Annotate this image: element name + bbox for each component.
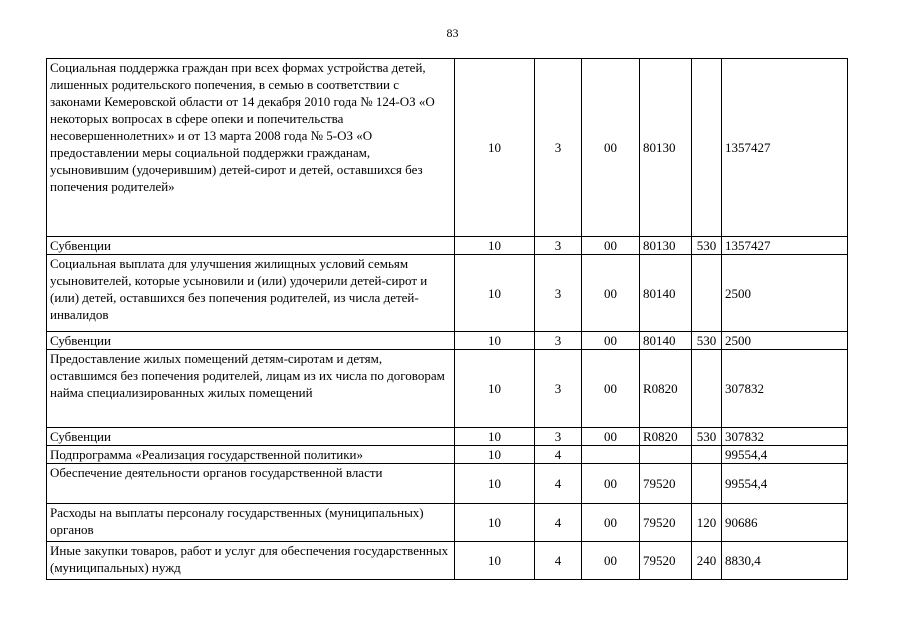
row-expense-type [692, 446, 722, 464]
row-code: 80130 [640, 237, 692, 255]
row-subsection: 4 [535, 464, 582, 504]
row-expense-type: 530 [692, 332, 722, 350]
row-name: Социальная поддержка граждан при всех формах устройства детей, лишенных родительского попечения, в семью в соответствии с законами Кемеровской области от 14 декабря 2010 года № 124-ОЗ «О некоторых вопросах в сфере опеки и попечительства несовершеннолетних» и от 13 марта 2008 года № 5-ОЗ «О предоставлении меры социальной поддержки гражданам, усыновившим (удочерившим) детей-сирот и детей, оставшихся без попечения родителей» [47, 59, 455, 237]
row-name: Социальная выплата для улучшения жилищных условий семьям усыновителей, которые усыновили и (или) удочерили детей-сирот и (или) детей, оставшихся без попечения родителей, из числа детей-инвалидов [47, 255, 455, 332]
table-row [47, 350, 848, 428]
row-code: 80140 [640, 255, 692, 332]
row-subsection: 3 [535, 255, 582, 332]
row-program: 00 [582, 332, 640, 350]
row-subsection: 4 [535, 542, 582, 580]
row-expense-type [692, 464, 722, 504]
table-row [47, 504, 848, 542]
row-amount: 2500 [722, 255, 848, 332]
table-row [47, 428, 848, 446]
table-row [47, 464, 848, 504]
row-subsection: 3 [535, 428, 582, 446]
budget-table [46, 58, 848, 580]
row-code: R0820 [640, 428, 692, 446]
row-section: 10 [455, 446, 535, 464]
row-name: Иные закупки товаров, работ и услуг для обеспечения государственных (муниципальных) нужд [47, 542, 455, 580]
row-name: Субвенции [47, 332, 455, 350]
row-amount: 8830,4 [722, 542, 848, 580]
row-program: 00 [582, 542, 640, 580]
row-amount: 2500 [722, 332, 848, 350]
row-program: 00 [582, 255, 640, 332]
row-expense-type [692, 350, 722, 428]
row-program: 00 [582, 59, 640, 237]
row-subsection: 4 [535, 446, 582, 464]
row-section: 10 [455, 504, 535, 542]
table-row [47, 59, 848, 237]
table-row [47, 446, 848, 464]
row-program: 00 [582, 464, 640, 504]
row-section: 10 [455, 464, 535, 504]
row-section: 10 [455, 332, 535, 350]
row-program: 00 [582, 504, 640, 542]
table-row [47, 542, 848, 580]
row-amount: 99554,4 [722, 464, 848, 504]
row-name: Расходы на выплаты персоналу государственных (муниципальных) органов [47, 504, 455, 542]
row-name: Предоставление жилых помещений детям-сиротам и детям, оставшимся без попечения родителей, лицам из их числа по договорам найма специализированных жилых помещений [47, 350, 455, 428]
row-program: 00 [582, 428, 640, 446]
row-expense-type: 240 [692, 542, 722, 580]
row-name: Подпрограмма «Реализация государственной политики» [47, 446, 455, 464]
row-code: 79520 [640, 542, 692, 580]
row-section: 10 [455, 255, 535, 332]
row-code [640, 446, 692, 464]
row-amount: 99554,4 [722, 446, 848, 464]
row-amount: 1357427 [722, 59, 848, 237]
row-code: 80140 [640, 332, 692, 350]
row-program: 00 [582, 237, 640, 255]
row-subsection: 3 [535, 350, 582, 428]
row-expense-type: 120 [692, 504, 722, 542]
row-amount: 1357427 [722, 237, 848, 255]
row-name: Субвенции [47, 428, 455, 446]
row-amount: 307832 [722, 428, 848, 446]
row-code: 79520 [640, 464, 692, 504]
row-section: 10 [455, 428, 535, 446]
row-name: Субвенции [47, 237, 455, 255]
table-row [47, 332, 848, 350]
row-code: 80130 [640, 59, 692, 237]
row-subsection: 3 [535, 237, 582, 255]
row-program: 00 [582, 350, 640, 428]
row-subsection: 4 [535, 504, 582, 542]
row-name: Обеспечение деятельности органов государственной власти [47, 464, 455, 504]
row-section: 10 [455, 542, 535, 580]
row-section: 10 [455, 59, 535, 237]
table-row [47, 255, 848, 332]
row-subsection: 3 [535, 332, 582, 350]
row-expense-type: 530 [692, 237, 722, 255]
row-code: 79520 [640, 504, 692, 542]
row-amount: 307832 [722, 350, 848, 428]
row-code: R0820 [640, 350, 692, 428]
page-number: 83 [446, 26, 459, 40]
row-expense-type: 530 [692, 428, 722, 446]
row-amount: 90686 [722, 504, 848, 542]
table-row [47, 237, 848, 255]
row-program [582, 446, 640, 464]
row-expense-type [692, 255, 722, 332]
row-subsection: 3 [535, 59, 582, 237]
row-expense-type [692, 59, 722, 237]
row-section: 10 [455, 237, 535, 255]
row-section: 10 [455, 350, 535, 428]
